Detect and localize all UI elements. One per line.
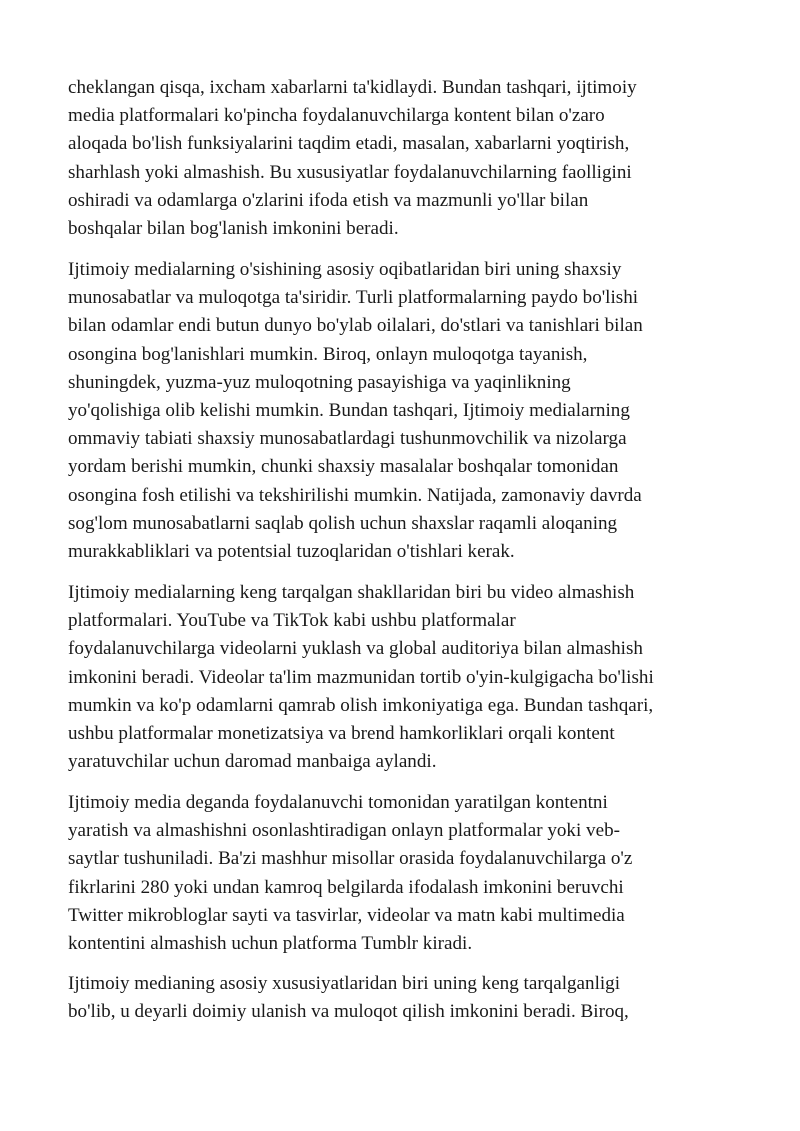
text-line: Ijtimoiy medialarning o'sishining asosiy oqibatlaridan biri uning shaxsiy [68, 259, 622, 280]
text-line: Ijtimoiy media deganda foydalanuvchi tomonidan yaratilgan kontentni [68, 792, 608, 813]
text-line: kontentini almashish uchun platforma Tumblr kiradi. [68, 932, 473, 954]
text-line: fikrlarini 280 yoki undan kamroq belgilarda ifodalash imkonini beruvchi [68, 876, 624, 898]
paragraph-3 [68, 579, 748, 776]
text-line: Ijtimoiy medianing asosiy xususiyatlaridan biri uning keng tarqalganligi [68, 973, 621, 994]
text-line: yo'qolishiga olib kelishi mumkin. Bundan tashqari, Ijtimoiy medialarning [68, 399, 630, 421]
text-line: oshiradi va odamlarga o'zlarini ifoda etish va mazmunli yo'llar bilan [68, 189, 589, 211]
text-line: shuningdek, yuzma-yuz muloqotning pasayishiga va yaqinlikning [68, 371, 571, 393]
text-line: cheklangan qisqa, ixcham xabarlarni ta'kidlaydi. Bundan tashqari, ijtimoiy [68, 77, 637, 98]
text-line: yaratuvchilar uchun daromad manbaiga aylandi. [68, 751, 437, 773]
text-line: boshqalar bilan bog'lanish imkonini beradi. [68, 217, 399, 239]
text-line: ushbu platformalar monetizatsiya va brend hamkorliklari orqali kontent [68, 722, 615, 744]
text-line: foydalanuvchilarga videolarni yuklash va global auditoriya bilan almashish [68, 638, 643, 660]
text-line: sharhlash yoki almashish. Bu xususiyatlar foydalanuvchilarning faolligini [68, 161, 632, 183]
text-line: imkonini beradi. Videolar ta'lim mazmunidan tortib o'yin-kulgigacha bo'lishi [68, 666, 654, 688]
text-line: osongina fosh etilishi va tekshirilishi mumkin. Natijada, zamonaviy davrda [68, 484, 642, 506]
text-line: mumkin va ko'p odamlarni qamrab olish imkoniyatiga ega. Bundan tashqari, [68, 694, 654, 716]
text-line: platformalari. YouTube va TikTok kabi ushbu platformalar [68, 610, 516, 632]
text-line: Ijtimoiy medialarning keng tarqalgan shakllaridan biri bu video almashish [68, 582, 635, 603]
text-line: ommaviy tabiati shaxsiy munosabatlardagi tushunmovchilik va nizolarga [68, 428, 627, 450]
paragraph-1 [68, 74, 748, 243]
paragraph-5 [68, 970, 748, 1026]
text-line: sog'lom munosabatlarni saqlab qolish uchun shaxslar raqamli aloqaning [68, 512, 618, 534]
paragraph-2 [68, 256, 748, 566]
text-line: saytlar tushuniladi. Ba'zi mashhur misollar orasida foydalanuvchilarga o'z [68, 848, 633, 870]
text-line: aloqada bo'lish funksiyalarini taqdim etadi, masalan, xabarlarni yoqtirish, [68, 133, 630, 155]
text-line: murakkabliklari va potentsial tuzoqlaridan o'tishlari kerak. [68, 540, 515, 562]
text-line: bo'lib, u deyarli doimiy ulanish va muloqot qilish imkonini beradi. Biroq, [68, 1001, 629, 1023]
text-line: yordam berishi mumkin, chunki shaxsiy masalalar boshqalar tomonidan [68, 456, 619, 478]
text-line: yaratish va almashishni osonlashtiradigan onlayn platformalar yoki veb- [68, 820, 620, 842]
text-line: bilan odamlar endi butun dunyo bo'ylab oilalari, do'stlari va tanishlari bilan [68, 315, 643, 337]
paragraph-4 [68, 789, 748, 958]
text-line: osongina bog'lanishlari mumkin. Biroq, onlayn muloqotga tayanish, [68, 343, 588, 365]
text-line: Twitter mikrobloglar sayti va tasvirlar, videolar va matn kabi multimedia [68, 904, 625, 926]
text-line: munosabatlar va muloqotga ta'siridir. Turli platformalarning paydo bo'lishi [68, 287, 639, 309]
text-line: media platformalari ko'pincha foydalanuvchilarga kontent bilan o'zaro [68, 105, 605, 127]
